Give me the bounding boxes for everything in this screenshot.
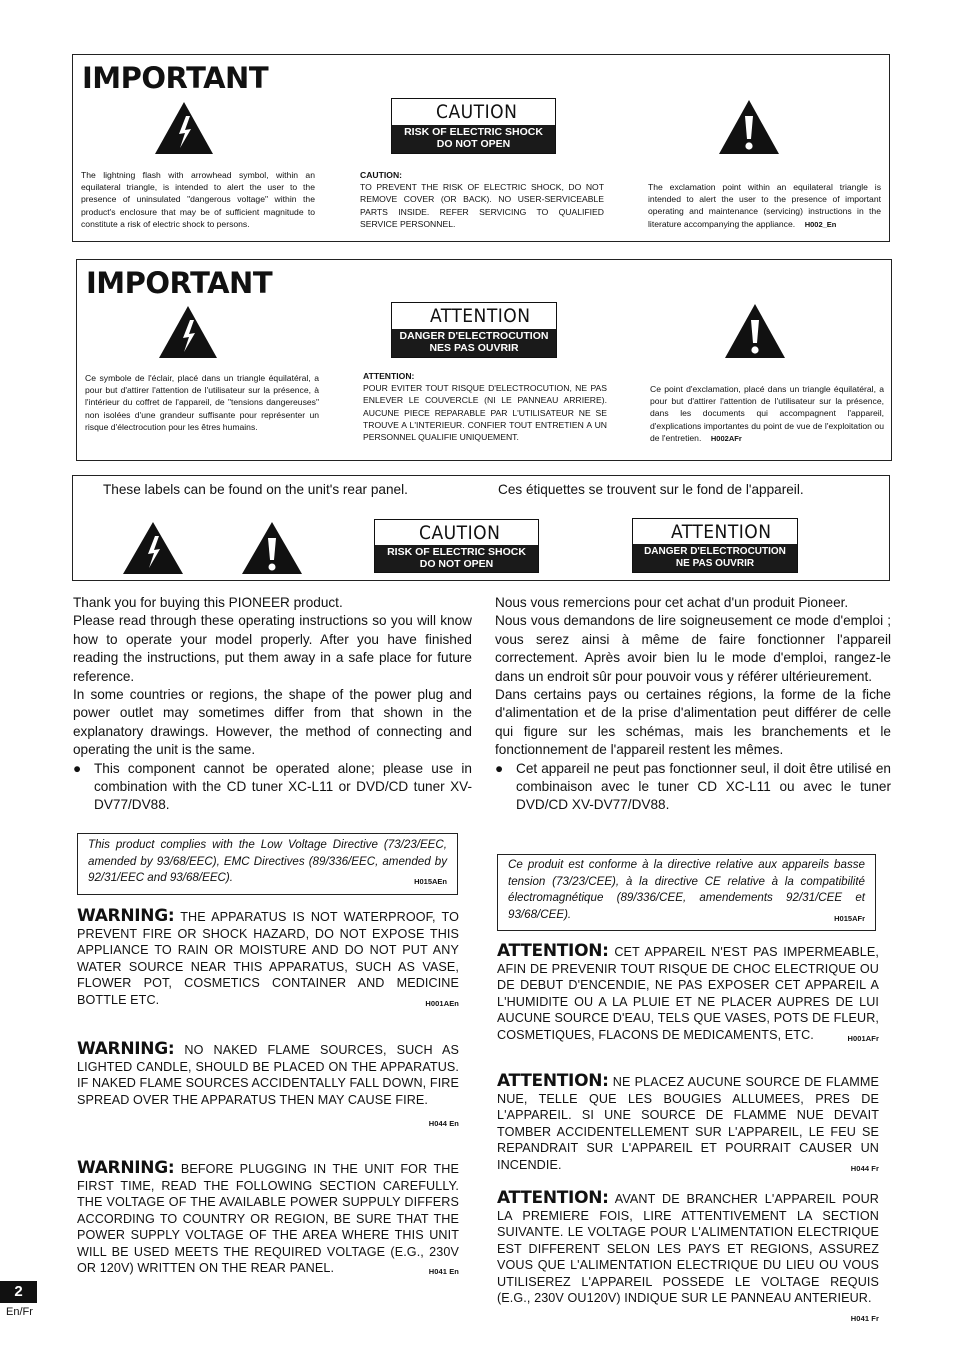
warning-voltage: WARNING: BEFORE PLUGGING IN THE UNIT FOR THE FIRST TIME, READ THE FOLLOWING SECTION CAREFULLY. THE VOLTAGE OF THE AVAILABLE POWER SUPPULY DIFFERS ACCORDING TO COUNTRY OR REGION, BE SURE THAT THE POWER SUPPLY VOLTAGE OF THE AREA WHERE THIS UNIT WILL BE USED MEETS THE REQUIRED VOLTAGE (E.G., 230V OR 120V) WRITTEN ON THE REAR PANEL. H041 En bbox=[77, 1158, 459, 1276]
intro-english: Thank you for buying this PIONEER product. Please read through these operating instructions so you will know how to operate your model properly. After you have finished reading the instructions, put them away in a safe place for future reference. In some countries or regions, the shape of the power plug and power outlet may sometimes differ from that shown in the explanatory drawings. However, the method of connecting and operating the unit is the same. ● This component cannot be operated alone; please use in combination with the CD tuner XC-L11 or DVD/CD tuner XV-DV77/DV88. bbox=[73, 594, 472, 815]
attention-naked-flame: ATTENTION: NE PLACEZ AUCUNE SOURCE DE FLAMME NUE, TELLE QUE LES BOUGIES ALLUMEES, PRES DE L'APPAREIL. SI UNE SOURCE DE FLAMME NUE DEVAIT TOMBER ACCIDENTELLEMENT SUR L'APPAREIL, LE FEU SE REPANDRAIT SUR L'APPAREIL ET POURRAIT CAUSER UN INCENDIE. H044 Fr bbox=[497, 1071, 879, 1173]
lightning-warning-icon bbox=[157, 304, 219, 360]
compliance-note-french: Ce produit est conforme à la directive relative aux appareils basse tension (73/23/CEE), à la directive CE relative à la compatibilité électromagnétique (89/336/CEE, amendements 92/31/CEE et 93/68/CEE). H015AFr bbox=[497, 854, 876, 931]
page-number: 2 bbox=[0, 1281, 37, 1303]
important-box-french bbox=[76, 259, 892, 461]
attention-waterproof: ATTENTION: CET APPAREIL N'EST PAS IMPERMEABLE, AFIN DE PREVENIR TOUT RISQUE DE CHOC ELECTRIQUE OU DE DEBUT D'ENCENDIE, NE PAS EXPOSER CET APPAREIL A L'HUMIDITE OU A LA PLUIE ET NE PLACER AUPRES DE LUI AUCUNE SOURCE D'EAU, TELS QUE VASES, POTS DE FLEUR, COSMETIQUES, FLACONS DE MEDICAMENTS, ETC. H001AFr bbox=[497, 941, 879, 1043]
attention-explanation: ATTENTION: POUR EVITER TOUT RISQUE D'ELECTROCUTION, NE PAS ENLEVER LE COUVERCLE (NI LE PANNEAU ARRIERE). AUCUNE PIECE REPARABLE PAR L'UTILISATEUR NE SE TROUVE A L'INTERIEUR. CONFIER TOUT ENTRETIEN A UN PERSONNEL QUALIFIE UNIQUEMENT. bbox=[363, 371, 607, 443]
intro-french: Nous vous remercions pour cet achat d'un produit Pioneer. Nous vous demandons de lire soigneusement ce mode d'emploi ; vous serez ainsi à même de faire fonctionner l'appareil correctement. Après avoir bien lu le mode d'emploi, rangez-le dans un endroit sûr pour pouvoir vous y référer ultérieurement. Dans certains pays ou certaines régions, la forme de la fiche d'alimentation et de la prise d'alimentation peut différer de celle qui figure sur les schémas, mais les branchements et le fonctionnement de l'appareil restent les mêmes. ● Cet appareil ne peut pas fonctionner seul, il doit être utilisé en combinaison avec le tuner CD XC-L11 ou avec le tuner DVD/CD XV-DV77/DV88. bbox=[495, 594, 891, 815]
important-title: IMPORTANT bbox=[86, 266, 273, 300]
exclamation-warning-icon bbox=[723, 302, 787, 360]
exclamation-warning-icon bbox=[240, 520, 304, 576]
attention-label: ATTENTION DANGER D'ELECTROCUTION NES PAS OUVRIR bbox=[391, 302, 557, 358]
warning-waterproof: WARNING: THE APPARATUS IS NOT WATERPROOF, TO PREVENT FIRE OR SHOCK HAZARD, DO NOT EXPOSE THIS APPLIANCE TO RAIN OR MOISTURE AND DO NOT PUT ANY WATER SOURCE NEAR THIS APPARATUS, SUCH AS VASE, FLOWER POT, COSMETICS CONTAINER AND MEDICINE BOTTLE ETC. H001AEn bbox=[77, 906, 459, 1008]
rear-labels-note-fr: Ces étiquettes se trouvent sur le fond de l'appareil. bbox=[498, 482, 804, 497]
lightning-warning-icon bbox=[121, 520, 185, 576]
lightning-warning-icon bbox=[153, 100, 215, 156]
lightning-explanation: Ce symbole de l'éclair, placé dans un triangle équilatéral, a pour but d'attirer l'attention de l'utilisateur sur la présence, à l'intérieur du coffret de l'appareil, de "tensions dangereuses" non isolées d'une grandeur suffisante pour représenter un risque d'électrocution pour les êtres humains. bbox=[85, 373, 319, 432]
lightning-explanation: The lightning flash with arrowhead symbol, within an equilateral triangle, is intended to alert the user to the presence of uninsulated "dangerous voltage" within the product's enclosure that may be of sufficient magnitude to constitute a risk of electric shock to persons. bbox=[81, 170, 315, 229]
attention-voltage: ATTENTION: AVANT DE BRANCHER L'APPAREIL POUR LA PREMIERE FOIS, LIRE ATTENTIVEMENT LA SECTION SUIVANTE. LE VOLTAGE POUR L'ALIMENTATION ELECTRIQUE EST DIFFERENT SELON LES PAYS ET REGIONS, ASSUREZ VOUS QUE L'ALIMENTATION ELECTRIQUE DU LIEU OU VOUS UTILISEREZ L'APPAREIL POSSEDE LE VOLTAGE REQUIS (E.G., 230V OU120V) INDIQUE SUR LE PANNEAU ANTERIEUR. H041 Fr bbox=[497, 1188, 880, 1323]
bullet-icon: ● bbox=[495, 760, 504, 776]
important-title: IMPORTANT bbox=[82, 61, 269, 95]
list-item: ● This component cannot be operated alone; please use in combination with the CD tuner XC-L11 or DVD/CD tuner XV-DV77/DV88. bbox=[73, 760, 472, 813]
caution-label: CAUTION RISK OF ELECTRIC SHOCK DO NOT OPEN bbox=[374, 519, 539, 573]
caution-label: CAUTION RISK OF ELECTRIC SHOCK DO NOT OPEN bbox=[391, 98, 556, 154]
warning-naked-flame: WARNING: NO NAKED FLAME SOURCES, SUCH AS LIGHTED CANDLE, SHOULD BE PLACED ON THE APPARATUS. IF NAKED FLAME SOURCES ACCIDENTALLY FALL DOWN, FIRE SPREAD OVER THE APPARATUS THEN MAY CAUSE FIRE. H044 En bbox=[77, 1039, 459, 1128]
important-box-english bbox=[72, 54, 890, 242]
rear-labels-note-en: These labels can be found on the unit's rear panel. bbox=[103, 482, 408, 497]
compliance-note-english: This product complies with the Low Voltage Directive (73/23/EEC, amended by 93/68/EEC), EMC Directives (89/336/EEC, amended by 92/31/EEC and 93/68/EEC). H015AEn bbox=[77, 833, 458, 895]
rear-labels-box bbox=[72, 475, 890, 581]
language-indicator: En/Fr bbox=[6, 1306, 33, 1318]
exclamation-explanation: The exclamation point within an equilateral triangle is intended to alert the user to the presence of important operating and maintenance (servicing) instructions in the literature accompanying the appliance. H002_En bbox=[648, 182, 881, 229]
exclamation-warning-icon bbox=[717, 98, 781, 156]
attention-label: ATTENTION DANGER D'ELECTROCUTION NE PAS OUVRIR bbox=[632, 518, 798, 573]
list-item: ● Cet appareil ne peut pas fonctionner seul, il doit être utilisé en combinaison avec le tuner CD XC-L11 ou avec le tuner DVD/CD XV-DV77/DV88. bbox=[495, 760, 891, 813]
bullet-icon: ● bbox=[73, 760, 82, 776]
caution-explanation: CAUTION: TO PREVENT THE RISK OF ELECTRIC SHOCK, DO NOT REMOVE COVER (OR BACK). NO USER-SERVICEABLE PARTS INSIDE. REFER SERVICING TO QUALIFIED SERVICE PERSONNEL. bbox=[360, 170, 604, 229]
exclamation-explanation: Ce point d'exclamation, placé dans un triangle équilatéral, a pour but d'attirer l'attention de l'utilisateur sur la présence, dans les documents qui accompagnent l'appareil, d'explications importantes du point de vue de l'exploitation ou de l'entretien. H002AFr bbox=[650, 384, 884, 443]
